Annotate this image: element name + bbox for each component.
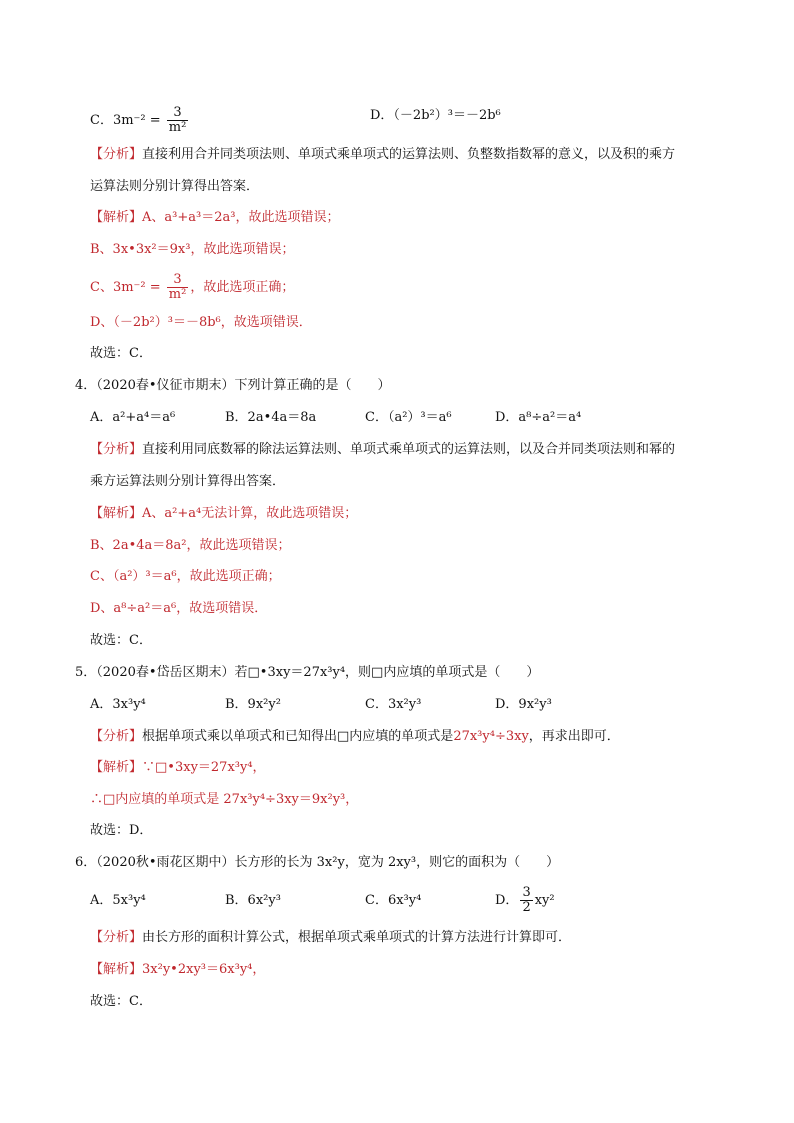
analysis-tag: 【分析】 [90,930,143,945]
q3-solution-b: B、3x•3x²＝9x³，故此选项错误； [90,242,295,257]
q4-solution-b: B、2a•4a＝8a²，故此选项错误； [90,538,291,553]
q6-option-b: B．6x²y³ [225,893,281,908]
q4-option-c: C．（a²）³＝a⁶ [365,410,452,425]
q3-answer: 故选：C． [90,346,152,361]
q5-option-b: B．9x²y² [225,697,281,712]
q5-stem: 5．（2020春•岱岳区期末）若□•3xy＝27x³y⁴，则□内应填的单项式是（ ） [75,665,540,680]
q4-analysis-line-1: 【分析】直接利用同底数幂的除法运算法则、单项式乘单项式的运算法则，以及合并同类项法则和幂的 [90,442,676,457]
q4-solution-d: D、a⁸÷a²＝a⁶，故选项错误． [90,601,268,616]
q4-option-a: A．a²+a⁴＝a⁶ [90,410,176,425]
q6-option-d: D． $\frac{3}{2}$ xy² [495,885,555,915]
analysis-tag: 【分析】 [90,729,143,744]
q3-solution-d: D、（－2b²）³＝－8b⁶，故选项错误． [90,315,312,330]
analysis-tag: 【分析】 [90,442,143,457]
solution-tag: 【解析】 [90,760,143,775]
analysis-tag: 【分析】 [90,147,143,162]
q4-option-b: B．2a•4a＝8a [225,410,317,425]
q3-analysis-line-2: 运算法则分别计算得出答案． [90,179,260,194]
q4-answer: 故选：C． [90,633,152,648]
q3-option-d: D．（－2b²）³＝－2b⁶ [370,108,501,123]
q5-answer: 故选：D． [90,823,153,838]
q5-solution-1: 【解析】∵□•3xy＝27x³y⁴， [90,760,266,775]
q3-solution-a: 【解析】A、a³+a³＝2a³，故此选项错误； [90,210,340,225]
q6-stem: 6．（2020秋•雨花区期中）长方形的长为 3x²y，宽为 2xy³，则它的面积为（ ） [75,855,560,870]
q3-option-c: C．3m⁻² = $\frac{3}{\text{m²}}$ [90,105,187,135]
q5-analysis-line: 【分析】根据单项式乘以单项式和已知得出□内应填的单项式是27x³y⁴÷3xy，再求出即可． [90,729,620,744]
q4-option-d: D．a⁸÷a²＝a⁴ [495,410,582,425]
q5-option-c: C．3x²y³ [365,697,422,712]
q6-option-c: C．6x³y⁴ [365,893,422,908]
q4-solution-c: C、（a²）³＝a⁶，故此选项正确； [90,569,281,584]
solution-tag: 【解析】 [90,962,143,977]
q6-analysis-line: 【分析】由长方形的面积计算公式，根据单项式乘单项式的计算方法进行计算即可． [90,930,572,945]
q5-solution-2: ∴□内应填的单项式是 27x³y⁴÷3xy＝9x²y³， [90,792,359,807]
solution-tag: 【解析】 [90,506,143,521]
q5-option-a: A．3x³y⁴ [90,697,146,712]
q6-answer: 故选：C． [90,994,152,1009]
q4-analysis-line-2: 乘方运算法则分别计算得出答案． [90,474,286,489]
q3-analysis-line-1: 【分析】直接利用合并同类项法则、单项式乘单项式的运算法则、负整数指数幂的意义，以及积的乘方 [90,147,676,162]
q5-option-d: D．9x²y³ [495,697,552,712]
q4-solution-a: 【解析】A、a²+a⁴无法计算，故此选项错误； [90,506,358,521]
q4-stem: 4．（2020春•仪征市期末）下列计算正确的是（ ） [75,378,391,393]
q6-option-a: A．5x³y⁴ [90,893,146,908]
q6-solution-1: 【解析】3x²y•2xy³＝6x³y⁴， [90,962,266,977]
q3-solution-c: C、3m⁻² = $\frac{3}{\text{m²}}$ ，故此选项正确； [90,272,295,302]
solution-tag: 【解析】 [90,210,143,225]
